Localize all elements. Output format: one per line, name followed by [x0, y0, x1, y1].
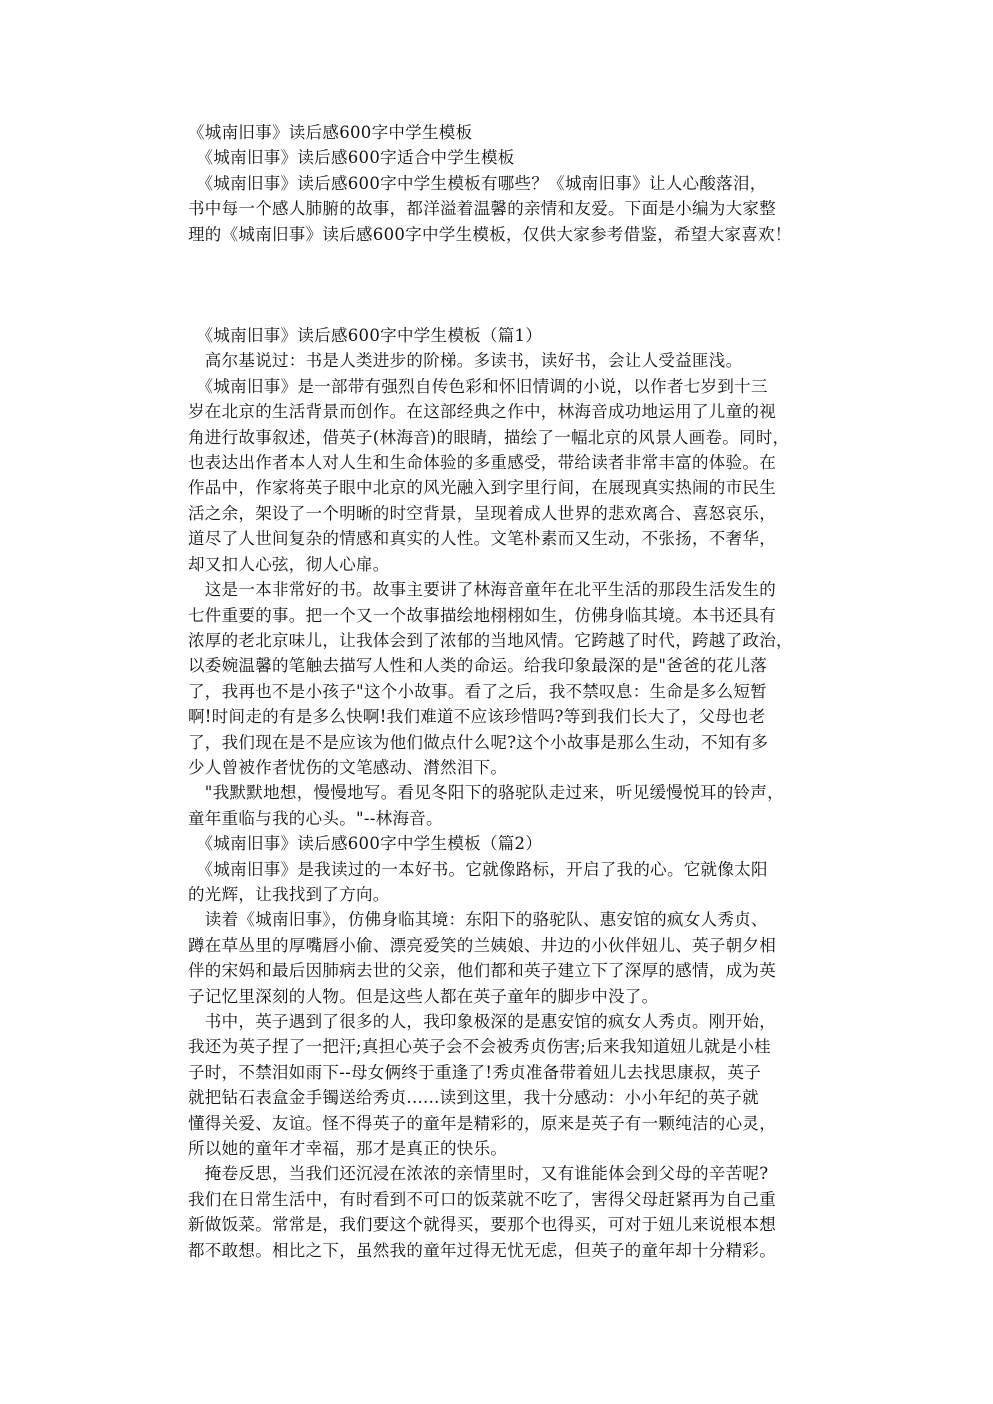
text-line: 所以她的童年才幸福，那才是真正的快乐。: [188, 1139, 508, 1159]
text-line: 读着《城南旧事》，仿佛身临其境：东阳下的骆驼队、惠安馆的疯女人秀贞、: [188, 910, 768, 930]
paragraph: [188, 577, 810, 780]
text-line: 道尽了人世间复杂的情感和真实的人性。文笔朴素而又生动，不张扬，不奢华，: [188, 529, 776, 549]
text-line: 了，我们现在是不是应该为他们做点什么呢?这个小故事是那么生动，不知有多: [188, 732, 769, 752]
text-line: 以委婉温馨的笔触去描写人性和人类的命运。给我印象最深的是"爸爸的花儿落: [188, 656, 768, 676]
text-line: 这是一本非常好的书。故事主要讲了林海音童年在北平生活的那段生活发生的: [188, 580, 776, 600]
doc-title: [188, 120, 810, 145]
text-line: 理的《城南旧事》读后感600字中学生模板，仅供大家参考借鉴，希望大家喜欢！: [188, 224, 792, 244]
intro-paragraph: [188, 171, 810, 247]
text-line: 角进行故事叙述，借英子(林海音)的眼睛，描绘了一幅北京的风景人画卷。同时，: [188, 427, 790, 447]
text-line: 《城南旧事》读后感600字中学生模板: [188, 123, 473, 142]
text-line: 浓厚的老北京味儿，让我体会到了浓郁的当地风情。它跨越了时代，跨越了政治，: [188, 630, 793, 650]
text-line: 我还为英子捏了一把汗;真担心英子会不会被秀贞伤害;后来我知道妞儿就是小桂: [188, 1037, 771, 1057]
document-body: [188, 120, 810, 1263]
text-line: 子时，不禁泪如雨下--母女俩终于重逢了!秀贞准备带着妞儿去找思康叔，英子: [188, 1062, 762, 1082]
text-line: 岁在北京的生活背景而创作。在这部经典之作中，林海音成功地运用了儿童的视: [188, 402, 776, 422]
text-line: 七件重要的事。把一个又一个故事描绘地栩栩如生，仿佛身临其境。本书还具有: [188, 605, 776, 625]
text-line: 懂得关爱、友谊。怪不得英子的童年是精彩的，原来是英子有一颗纯洁的心灵，: [188, 1113, 776, 1133]
text-line: 《城南旧事》是一部带有强烈自传色彩和怀旧情调的小说，以作者七岁到十三: [188, 376, 768, 396]
text-line: 少人曾被作者忧伤的文笔感动、潸然泪下。: [188, 757, 508, 777]
text-line: 《城南旧事》读后感600字中学生模板（篇2）: [188, 834, 543, 854]
text-line: 活之余，架设了一个明晰的时空背景，呈现着成人世界的悲欢离合、喜怒哀乐，: [188, 503, 776, 523]
text-line: 书中每一个感人肺腑的故事，都洋溢着温馨的亲情和友爱。下面是小编为大家整: [188, 199, 776, 219]
text-line: 童年重临与我的心头。"--林海音。: [188, 808, 443, 828]
text-line: 我们在日常生活中，有时看到不可口的饭菜就不吃了，害得父母赶紧再为自己重: [188, 1189, 776, 1209]
quote-paragraph: [188, 780, 810, 831]
text-line: 高尔基说过：书是人类进步的阶梯。多读书，读好书，会让人受益匪浅。: [188, 351, 743, 371]
text-line: 都不敢想。相比之下，虽然我的童年过得无忧无虑，但英子的童年却十分精彩。: [188, 1240, 776, 1260]
paragraph: [188, 857, 810, 908]
text-line: 掩卷反思，当我们还沉浸在浓浓的亲情里时，又有谁能体会到父母的辛苦呢?: [188, 1164, 769, 1184]
spacer: [188, 247, 810, 323]
paragraph: [188, 907, 810, 1009]
text-line: 就把钻石表盒金手镯送给秀贞......读到这里，我十分感动：小小年纪的英子就: [188, 1088, 759, 1108]
section-heading-1: [188, 323, 810, 348]
paragraph: [188, 348, 810, 373]
text-line: 子记忆里深刻的人物。但是这些人都在英子童年的脚步中没了。: [188, 986, 659, 1006]
text-line: 却又扣人心弦，彻人心扉。: [188, 554, 390, 574]
paragraph: [188, 1009, 810, 1161]
text-line: 啊!时间走的有是多么快啊!我们难道不应该珍惜吗?等到我们长大了，父母也老: [188, 707, 766, 727]
text-line: 伴的宋妈和最后因肺病去世的父亲，他们都和英子建立下了深厚的感情，成为英: [188, 961, 776, 981]
paragraph: [188, 1161, 810, 1263]
text-line: 《城南旧事》读后感600字中学生模板（篇1）: [188, 326, 543, 346]
text-line: 的光辉，让我找到了方向。: [188, 884, 390, 904]
text-line: 了，我再也不是小孩子"这个小故事。看了之后，我不禁叹息：生命是多么短暂: [188, 681, 768, 701]
text-line: 《城南旧事》读后感600字适合中学生模板: [188, 148, 515, 168]
text-line: 《城南旧事》读后感600字中学生模板有哪些？《城南旧事》让人心酸落泪，: [188, 173, 767, 193]
paragraph: [188, 374, 810, 577]
section-heading-2: [188, 831, 810, 856]
doc-subtitle: [188, 145, 810, 170]
text-line: 也表达出作者本人对人生和生命体验的多重感受，带给读者非常丰富的体验。在: [188, 453, 776, 473]
text-line: 蹲在草丛里的厚嘴唇小偷、漂亮爱笑的兰姨娘、井边的小伙伴妞儿、英子朝夕相: [188, 935, 776, 955]
text-line: 作品中，作家将英子眼中北京的风光融入到字里行间，在展现真实热闹的市民生: [188, 478, 776, 498]
text-line: "我默默地想，慢慢地写。看见冬阳下的骆驼队走过来，听见缓慢悦耳的铃声，: [188, 783, 784, 803]
text-line: 新做饭菜。常常是，我们要这个就得买，要那个也得买，可对于妞儿来说根本想: [188, 1215, 776, 1235]
text-line: 书中，英子遇到了很多的人，我印象极深的是惠安馆的疯女人秀贞。刚开始，: [188, 1012, 776, 1031]
text-line: 《城南旧事》是我读过的一本好书。它就像路标，开启了我的心。它就像太阳: [188, 859, 768, 879]
